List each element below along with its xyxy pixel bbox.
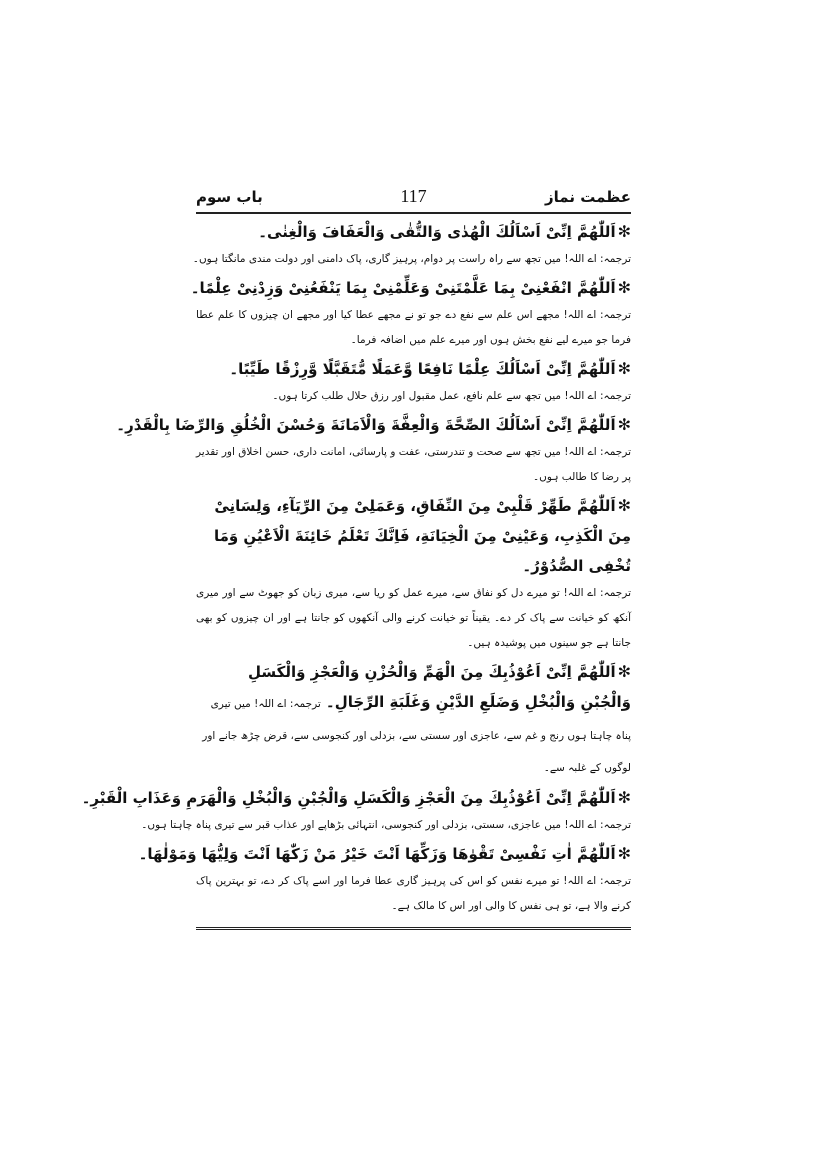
dua-text: ✻اَللّٰهُمَّ اِنِّیْ اَسْاَلُكَ الْهُدٰی وَالتُّقٰی وَالْعَفَافَ وَالْغِنٰی۔ [258,222,631,241]
translation-text: ترجمہ: اے اللہ! میں تجھ سے صحت و تندرستی، عفت و پارسائی، امانت داری، حسن اخلاق اور تقدیر پر رضا کا طالب ہوں۔ [196,446,631,483]
star-bullet-icon: ✻ [617,496,631,515]
star-bullet-icon: ✻ [617,844,631,863]
translation-text: ترجمہ: اے اللہ! مجھے اس علم سے نفع دے جو تو نے مجھے عطا کیا اور مجھے ان چیزوں کا علم عطا فرما جو میرے لیے نفع بخش ہوں اور میرے علم میں اضافہ فرما۔ [196,309,631,346]
dua-text: ✻اَللّٰهُمَّ اِنِّیْ اَسْاَلُكَ الصِّحَّةَ وَالْعِفَّةَ وَالْاَمَانَةَ وَحُسْنَ الْخُلُقِ وَالرِّضَا بِالْقَدْرِ۔ [116,415,631,434]
chapter-label: باب سوم [196,188,263,206]
book-page [81,186,631,932]
star-bullet-icon: ✻ [617,359,631,378]
star-bullet-icon: ✻ [617,278,631,297]
dua-text: ✻اَللّٰهُمَّ اِنِّیْ اَسْاَلُكَ عِلْمًا نَافِعًا وَّعَمَلًا مُّتَقَبَّلًا وَّرِزْقًا طَیِّبًا۔ [229,359,631,378]
dua-text: ✻اَللّٰهُمَّ انْفَعْنِیْ بِمَا عَلَّمْتَنِیْ وَعَلِّمْنِیْ بِمَا یَنْفَعُنِیْ وَزِدْنِیْ عِلْمًا۔ [190,278,631,297]
star-bullet-icon: ✻ [617,788,631,807]
translation-text: ترجمہ: اے اللہ! میں تجھ سے راہ راست پر دوام، پرہیز گاری، پاک دامنی اور دولت مندی مانگتا ہوں۔ [192,253,631,265]
star-bullet-icon: ✻ [617,662,631,681]
translation-text: ترجمہ: اے اللہ! میں تیری پناہ چاہتا ہوں رنج و غم سے، عاجزی اور سستی سے، بزدلی اور کنجوسی سے، قرض چڑھ جانے اور لوگوں کے غلبہ سے۔ [202,698,631,774]
book-title: عظمت نماز [545,188,631,206]
footer-rule [196,927,631,932]
translation-text: ترجمہ: اے اللہ! میں عاجزی، سستی، بزدلی اور کنجوسی، انتہائی بڑھاپے اور عذاب قبر سے تیری پناہ چاہتا ہوں۔ [141,819,631,831]
translation-text: ترجمہ: اے اللہ! میں تجھ سے علم نافع، عمل مقبول اور رزق حلال طلب کرتا ہوں۔ [272,390,631,402]
page-header [196,186,631,210]
page-number: 117 [400,186,427,206]
dua-text: ✻اَللّٰهُمَّ طَهِّرْ قَلْبِیْ مِنَ النِّفَاقِ، وَعَمَلِیْ مِنَ الرِّیَآءِ، وَلِسَانِیْ مِنَ الْكَذِبِ، وَعَیْنِیْ مِنَ الْخِیَانَةِ، فَاِنَّكَ تَعْلَمُ خَائِنَةَ الْاَعْیُنِ وَمَا تُخْفِی الصُّدُوْرُ۔ [213,496,631,575]
page-content [81,214,631,919]
dua-text: ✻اَللّٰهُمَّ اِنِّیْ اَعُوْذُبِكَ مِنَ الْعَجْزِ وَالْكَسَلِ وَالْجُبْنِ وَالْبُخْلِ وَالْهَرَمِ وَعَذَابِ الْقَبْرِ۔ [81,788,631,807]
dua-text: ✻اَللّٰهُمَّ اٰتِ نَفْسِیْ تَقْوٰهَا وَزَكِّهَا اَنْتَ خَیْرُ مَنْ زَكّٰهَا اَنْتَ وَلِیُّهَا وَمَوْلٰهَا۔ [138,844,631,863]
star-bullet-icon: ✻ [617,222,631,241]
translation-text: ترجمہ: اے اللہ! تو میرے نفس کو اس کی پرہیز گاری عطا فرما اور اسے پاک کر دے، تو بہترین پاک کرنے والا ہے، تو ہی نفس کا والی اور اس کا مالک ہے۔ [196,875,631,912]
dua-text: اَللّٰهُمَّ اِنِّیْ اَعُوْذُبِكَ مِنَ الْهَمِّ وَالْحُزْنِ وَالْعَجْزِ وَالْكَسَلِ وَالْجُبْنِ وَالْبُخْلِ وَضَلَعِ الدَّیْنِ وَغَلَبَةِ الرِّجَالِ۔ [247,663,631,711]
dua-with-translation [196,657,631,783]
translation-text: ترجمہ: اے اللہ! تو میرے دل کو نفاق سے، میرے عمل کو ریا سے، میری زبان کو جھوٹ سے اور میری آنکھ کو خیانت سے پاک کر دے۔ یقیناً تو خیانت کرنے والی آنکھوں کو جانتا ہے اور ان چیزوں کو بھی جانتا ہے جو سینوں میں پوشیدہ ہیں۔ [196,587,631,649]
star-bullet-icon: ✻ [617,415,631,434]
